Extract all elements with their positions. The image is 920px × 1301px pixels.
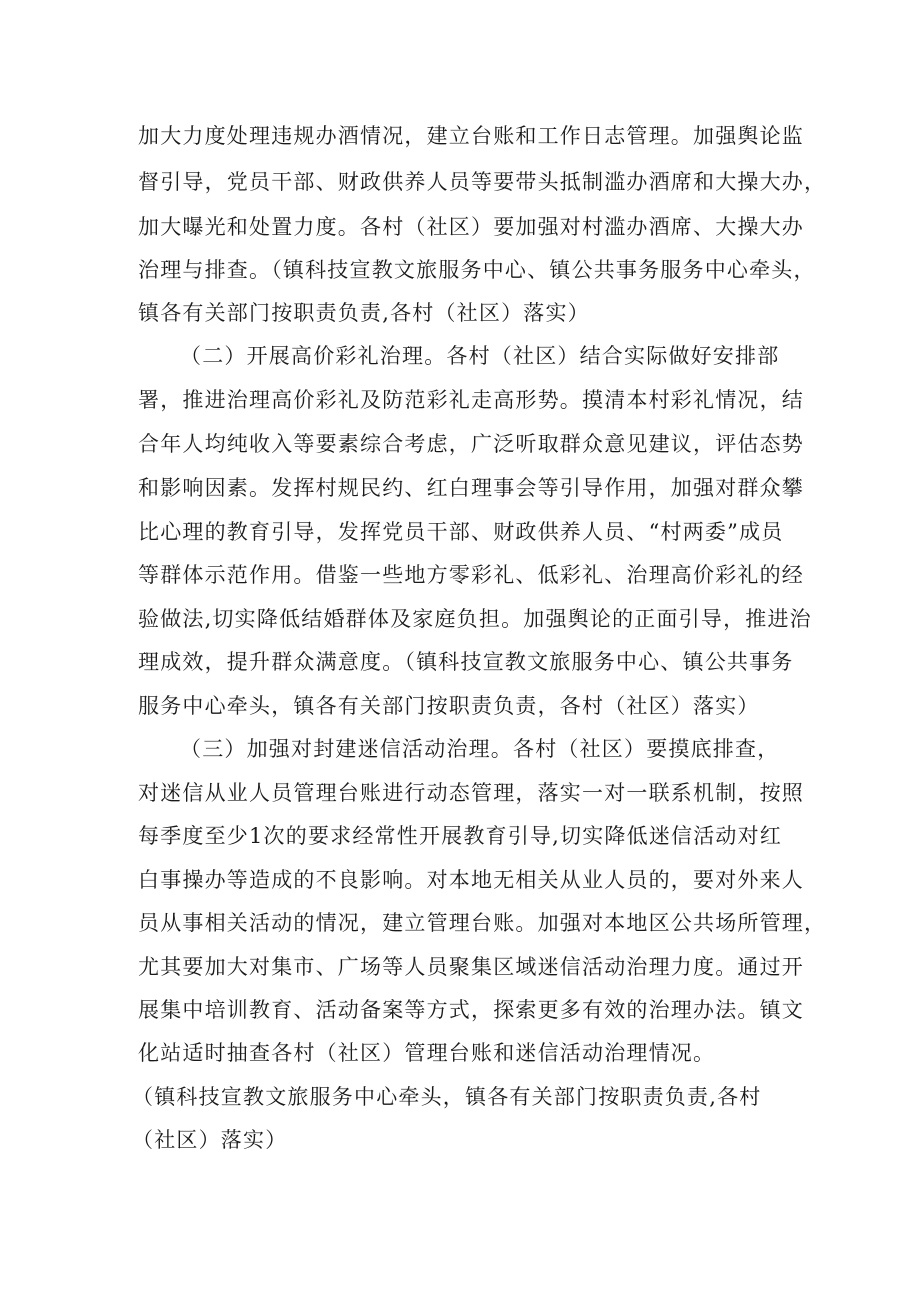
paragraph-line: 加大曝光和处置力度。各村（社区）要加强对村滥办酒席、大操大办 (138, 215, 804, 239)
paragraph-line: 展集中培训教育、活动备案等方式，探索更多有效的治理办法。镇文 (138, 998, 804, 1022)
section-heading-line: （二）开展高价彩礼治理。各村（社区）结合实际做好安排部 (180, 344, 780, 368)
paragraph-line: 比心理的教育引导，发挥党员干部、财政供养人员、“村两委”成员 (138, 520, 784, 544)
paragraph-line: 镇各有关部门按职责负责,各村（社区）落实） (138, 301, 590, 325)
paragraph-line: 加大力度处理违规办酒情况，建立台账和工作日志管理。加强舆论监 (138, 124, 804, 148)
paragraph-line: 督引导，党员干部、财政供养人员等要带头抵制滥办酒席和大操大办， (138, 170, 827, 194)
paragraph-line: 白事操办等造成的不良影响。对本地无相关从业人员的，要对外来人 (138, 868, 804, 892)
paragraph-line: 理成效，提升群众满意度。（镇科技宣教文旅服务中心、镇公共事务 (138, 650, 794, 674)
paragraph-line: 化站适时抽查各村（社区）管理台账和迷信活动治理情况。 (138, 1041, 716, 1065)
paragraph-line: 服务中心牵头，镇各有关部门按职责负责，各村（社区）落实） (138, 694, 760, 718)
paragraph-line: 员从事相关活动的情况，建立管理台账。加强对本地区公共场所管理， (138, 911, 827, 935)
paragraph-line: 合年人均纯收入等要素综合考虑，广泛听取群众意见建议，评估态势 (138, 432, 804, 456)
paragraph-line: 验做法,切实降低结婚群体及家庭负担。加强舆论的正面引导，推进治 (138, 607, 812, 631)
paragraph-line: 和影响因素。发挥村规民约、红白理事会等引导作用，加强对群众攀 (138, 476, 804, 500)
paragraph-line: 每季度至少1次的要求经常性开展教育引导,切实降低迷信活动对红 (138, 824, 783, 848)
paragraph-line: （社区）落实） (132, 1128, 288, 1152)
paragraph-line: 等群体示范作用。借鉴一些地方零彩礼、低彩礼、治理高价彩礼的经 (138, 563, 804, 587)
section-heading-line: （三）加强对封建迷信活动治理。各村（社区）要摸底排查， (180, 737, 780, 761)
paragraph-line: 对迷信从业人员管理台账进行动态管理，落实一对一联系机制，按照 (138, 781, 804, 805)
paragraph-line: （镇科技宣教文旅服务中心牵头，镇各有关部门按职责负责,各村 (132, 1085, 762, 1109)
paragraph-line: 治理与排查。（镇科技宣教文旅服务中心、镇公共事务服务中心牵头， (138, 258, 816, 282)
paragraph-line: 尤其要加大对集市、广场等人员聚集区域迷信活动治理力度。通过开 (138, 955, 804, 979)
paragraph-line: 署，推进治理高价彩礼及防范彩礼走高形势。摸清本村彩礼情况，结 (138, 388, 804, 412)
